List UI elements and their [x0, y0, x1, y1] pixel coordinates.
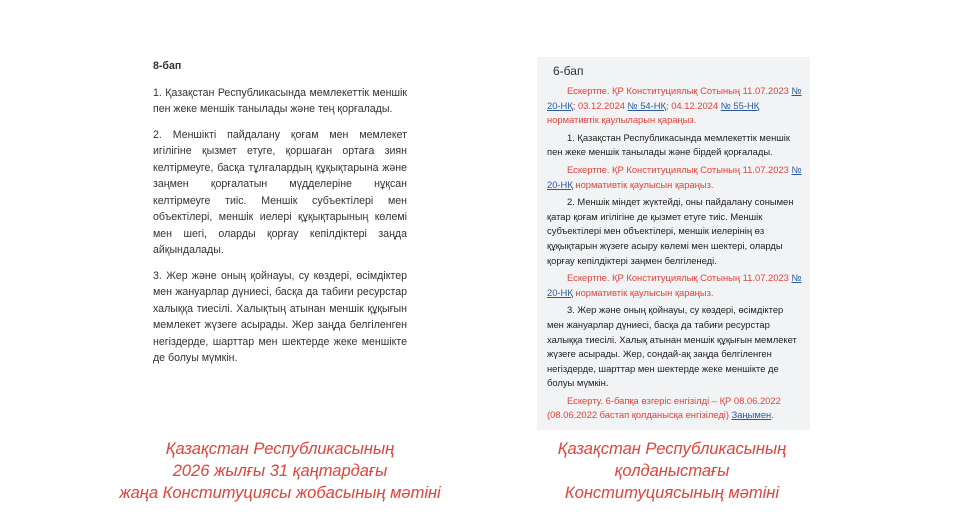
note-text: ; 03.12.2024: [572, 99, 628, 111]
note-3: [547, 271, 802, 300]
current-constitution-panel: [537, 57, 810, 430]
article-heading: 8-бап: [153, 60, 182, 72]
note-text: Ескертпе. ҚР Конституциялық Сотының 11.07.2023: [567, 85, 792, 96]
caption-line: жаңа Конституциясы жобасының мәтіні: [119, 484, 441, 502]
caption-line: қолданыстағы: [614, 462, 730, 480]
caption-line: Конституциясының мәтіні: [564, 484, 780, 502]
note-text: .: [771, 409, 774, 421]
note-text: нормативтік қаулысын қараңыз.: [572, 178, 714, 190]
caption-line: 2026 жылғы 31 қаңтардағы: [172, 462, 388, 480]
note-text: ; 04.12.2024: [665, 99, 721, 111]
link-20-nk[interactable]: № 20-НҚ: [547, 272, 802, 298]
link-54-nk[interactable]: № 54-НҚ: [627, 99, 666, 111]
note-2: [547, 163, 802, 192]
note-text: Ескертпе. ҚР Конституциялық Сотының 11.07.2023: [567, 163, 792, 175]
paragraph-1: 1. Қазақстан Республикасында мемлекеттік меншік пен жеке меншік танылады және бірдей қорғалады.: [547, 131, 790, 158]
note-text: Ескертпе. ҚР Конституциялық Сотының 11.07.2023: [567, 272, 792, 284]
caption-line: Қазақстан Республикасының: [165, 440, 395, 458]
paragraph-1: 1. Қазақстан Республикасында мемлекеттік меншік пен жеке меншік танылады және тең қорғалады.: [153, 86, 407, 115]
draft-constitution-text: [153, 58, 407, 376]
caption-current: [482, 438, 862, 504]
paragraph-3: 3. Жер және оның қойнауы, су көздері, өсімдіктер мен жануарлар дүниесі, басқа да табиғи ресурстар халыққа тиесілі. Халықтың атынан меншік құқығын мемлекет жүзеге асырады. Жер заңда белгіленген негіздерде, шарттар мен шектерде жеке меншікте де болуы мүмкін.: [153, 269, 407, 364]
paragraph-2: 2. Меншік міндет жүктейді, оны пайдалану сонымен қатар қоғам игілігіне де қызмет етуге тиіс. Меншік субъектілері мен объектілері, меншік иелерінің өз құқықтарын жүзеге асыру көлемі мен шектері, оларды қорғау кепілдіктері заңмен белгіленеді.: [547, 196, 794, 266]
note-text: нормативтік қаулысын қараңыз.: [572, 286, 714, 298]
link-law[interactable]: Заңымен: [731, 409, 772, 421]
link-20-nk[interactable]: № 20-НҚ: [547, 163, 802, 190]
paragraph-3: 3. Жер және оның қойнауы, су көздері, өсімдіктер мен жануарлар дүниесі, басқа да табиғи ресурстар халыққа тиесілі. Халық атынан меншік құқығын мемлекет жүзеге асырады. Жер, сондай-ақ заңда белгіленген негіздерде, шарттар мен шектерде жеке меншікте де болуы мүмкін.: [547, 304, 797, 389]
link-55-nk[interactable]: № 55-НҚ: [720, 99, 760, 111]
article-heading: 6-бап: [553, 64, 584, 78]
caption-line: Қазақстан Республикасының: [557, 440, 787, 458]
note-text: нормативтік қаулыларын қараңыз.: [547, 114, 697, 126]
link-20-nk[interactable]: № 20-НҚ: [547, 85, 802, 111]
note-4: [547, 394, 802, 423]
note-text: Ескерту. 6-бапқа өзгеріс енгізілді – ҚР 08.06.2022 (08.06.2022 бастап қолданысқа енгізіледі): [547, 394, 781, 421]
note-1: [547, 84, 802, 128]
caption-draft: [90, 438, 470, 504]
paragraph-2: 2. Меншікті пайдалану қоғам мен мемлекет игілігіне қызмет етуге, қоршаған ортаға зиян келтірмеуге, басқа тұлғалардың құқықтарына және заңмен қорғалатын мүдделеріне нұқсан келтірмеуге тиіс. Меншік субъектілері мен объектілері, меншік иелері құқықтарының көлемі мен шегі, оларды қорғау кепілдіктері заңда айқындалады.: [153, 128, 407, 256]
